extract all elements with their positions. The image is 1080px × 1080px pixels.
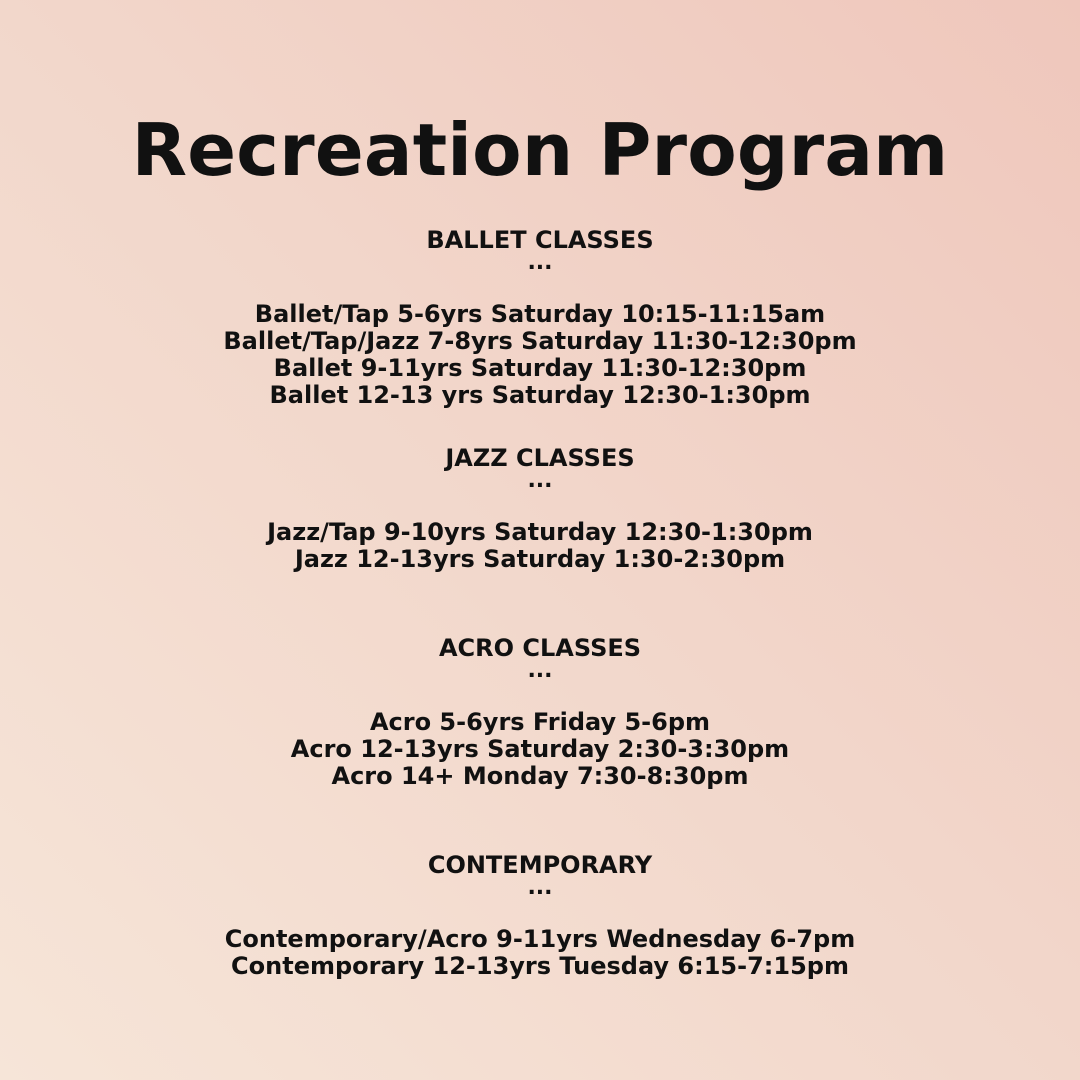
class-item: Ballet 9-11yrs Saturday 11:30-12:30pm xyxy=(273,354,807,382)
class-item: Ballet/Tap 5-6yrs Saturday 10:15-11:15am xyxy=(254,300,826,328)
section-separator: ... xyxy=(527,250,553,275)
contemporary-section xyxy=(0,850,1080,980)
section-heading: JAZZ CLASSES xyxy=(445,444,635,472)
section-separator: ... xyxy=(527,875,553,900)
class-list xyxy=(0,709,1080,790)
section-separator: ... xyxy=(527,468,553,493)
page-title: Recreation Program xyxy=(131,108,949,192)
section-heading: ACRO CLASSES xyxy=(438,634,642,662)
class-item: Acro 14+ Monday 7:30-8:30pm xyxy=(331,762,749,790)
class-item: Jazz 12-13yrs Saturday 1:30-2:30pm xyxy=(294,545,786,573)
class-item: Ballet/Tap/Jazz 7-8yrs Saturday 11:30-12:30pm xyxy=(223,327,857,355)
class-list xyxy=(0,926,1080,980)
class-item: Ballet 12-13 yrs Saturday 12:30-1:30pm xyxy=(269,381,811,409)
class-item: Contemporary 12-13yrs Tuesday 6:15-7:15pm xyxy=(231,952,849,980)
section-heading: BALLET CLASSES xyxy=(426,226,654,254)
ballet-classes-section xyxy=(0,225,1080,409)
class-list xyxy=(0,301,1080,409)
class-item: Contemporary/Acro 9-11yrs Wednesday 6-7pm xyxy=(224,925,856,953)
class-item: Acro 12-13yrs Saturday 2:30-3:30pm xyxy=(290,735,790,763)
jazz-classes-section xyxy=(0,443,1080,573)
class-list xyxy=(0,519,1080,573)
class-item: Acro 5-6yrs Friday 5-6pm xyxy=(369,708,711,736)
section-heading: CONTEMPORARY xyxy=(427,851,653,879)
class-item: Jazz/Tap 9-10yrs Saturday 12:30-1:30pm xyxy=(267,518,813,546)
acro-classes-section xyxy=(0,633,1080,790)
section-separator: ... xyxy=(527,658,553,683)
